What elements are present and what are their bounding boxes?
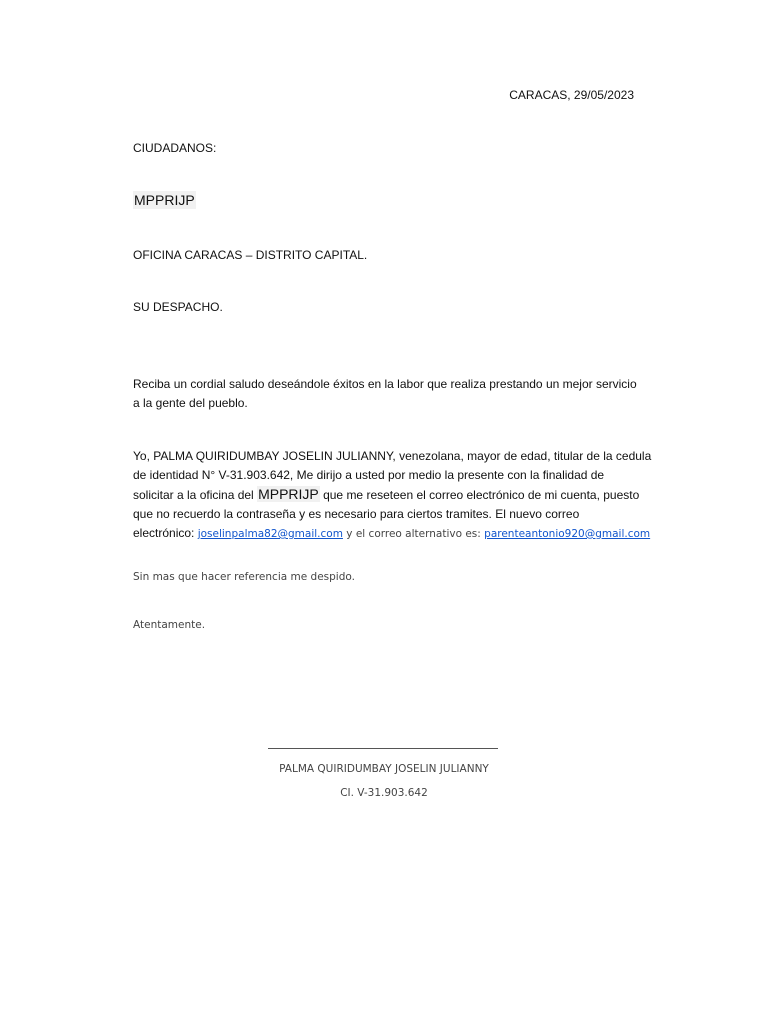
recipient-despacho: SU DESPACHO. [133, 300, 223, 314]
body-line-3 [133, 485, 640, 505]
body-paragraph [133, 447, 652, 544]
recipient-salutation: CIUDADANOS: [133, 141, 217, 155]
body-line-3-prefix: solicitar a la oficina del [133, 488, 258, 502]
body-line-5-prefix: electrónico: [133, 526, 198, 540]
body-line-4: que no recuerdo la contraseña y es necesario para ciertos tramites. El nuevo correo [133, 507, 580, 521]
letter-date: CARACAS, 29/05/2023 [509, 88, 634, 102]
body-line-3-suffix: que me reseteen el correo electrónico de mi cuenta, puesto [319, 488, 640, 502]
greeting-paragraph [133, 375, 637, 413]
body-line-2: de identidad N° V-31.903.642, Me dirijo a usted por medio la presente con la finalidad de [133, 468, 605, 482]
alt-email-text: y el correo alternativo es: [342, 528, 485, 540]
signature-name: PALMA QUIRIDUMBAY JOSELIN JULIANNY [279, 763, 489, 775]
closing-text: Atentamente. [133, 619, 206, 631]
farewell-text: Sin mas que hacer referencia me despido. [133, 571, 355, 583]
alt-email-link[interactable]: parenteantonio920@gmail.com [484, 528, 651, 540]
body-organization: MPPRIJP [258, 486, 319, 502]
body-line-5 [133, 524, 651, 544]
new-email-link[interactable]: joselinpalma82@gmail.com [197, 528, 343, 540]
recipient-organization: MPPRIJP [134, 192, 195, 208]
greeting-line-1: Reciba un cordial saludo deseándole éxitos en la labor que realiza prestando un mejor servicio [133, 377, 637, 391]
recipient-office: OFICINA CARACAS – DISTRITO CAPITAL. [133, 248, 368, 262]
greeting-line-2: a la gente del pueblo. [133, 396, 248, 410]
body-line-1: Yo, PALMA QUIRIDUMBAY JOSELIN JULIANNY, venezolana, mayor de edad, titular de la cedula [133, 449, 652, 463]
signature-id: CI. V-31.903.642 [340, 787, 428, 799]
signature-line [268, 748, 498, 749]
